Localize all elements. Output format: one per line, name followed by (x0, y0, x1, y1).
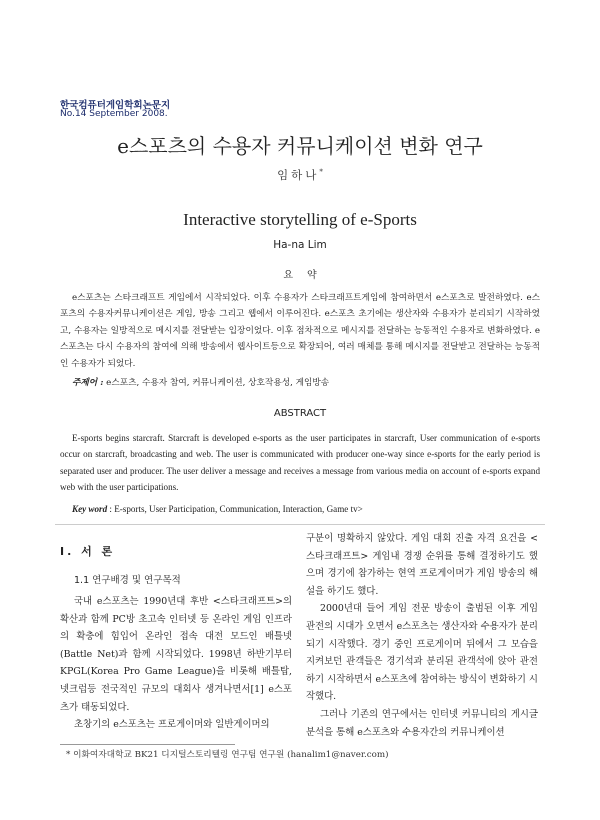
korean-keywords-label: 주제어 : (72, 378, 104, 388)
left-paragraph-2: 초창기의 e스포츠는 프로게이머와 일반게이머의 (74, 719, 270, 731)
english-keywords-label: Key word (72, 504, 108, 514)
english-author: Ha-na Lim (273, 239, 327, 251)
author-name-text: 임하나 (277, 168, 320, 182)
author-name (0, 167, 600, 183)
english-keywords (72, 504, 363, 514)
korean-keywords (72, 376, 329, 388)
right-paragraph-1: 구분이 명확하지 않았다. 게임 대회 진출 자격 요건을 <스타크래프트> 게임내 경쟁 순위를 통해 결정하기도 했으며 경기에 참가하는 현역 프로게이머가 게임 방송의 해설을 하기도 했다. (306, 533, 538, 597)
paper-title: e스포츠의 수용자 커뮤니케이션 변화 연구 (117, 134, 483, 158)
english-abstract-heading: ABSTRACT (273, 408, 327, 419)
subsection-heading-background: 1.1 연구배경 및 연구목적 (74, 575, 181, 586)
english-abstract-text: E-sports begins starcraft. Starcraft is developed e-sports as the user participates in starcraft, User communication of e-sports occur on starcraft, broadcasting and web. The user is communicated with producer one-way since e-sports for the early period is separated user and producer. The user deliver a message and receives a message from various media on account of e-sports expand web with the user participations. (60, 433, 540, 493)
left-paragraph-1: 국내 e스포츠는 1990년대 후반 <스타크래프트>의 확산과 함께 PC방 초고속 인터넷 등 온라인 게임 인프라의 확충에 힘입어 온라인 접속 대전 모드인 배틀넷(Battle Net)과 함께 시작되었다. 1998년 하반기부터 KPGL(Korea Pro Game League)을 비롯해 배틀탑, 넷크럽등 전국적인 규모의 대회사 생겨나면서[1] e스포츠가 태동되었다. (60, 596, 292, 713)
footnote-divider (60, 744, 235, 745)
author-footnote: * 이화여자대학교 BK21 디지털스토리텔링 연구팀 연구원 (hanalim1@naver.com) (66, 750, 389, 760)
korean-abstract-text: e스포츠는 스타크래프트 게임에서 시작되었다. 이후 수용자가 스타크래프트게임에 참여하면서 e스포츠로 발전하였다. e스포츠의 수용자커뮤니케이션은 게임, 방송 그리고 웹에서 이루어진다. e스포츠 초기에는 생산자와 수용자가 분리되기 시작하였고, 수용자는 일방적으로 메시지를 전달받는 입장이었다. 이후 점차적으로 메시지를 전달하는 능동적인 수용자로 변화하였다. e스포츠는 다시 수용자의 참여에 의해 방송에서 웹사이트등으로 확장되어, 여러 매체를 통해 메시지를 전달받고 전달하는 능동적인 수용자가 되었다. (60, 293, 540, 369)
section-divider (55, 524, 545, 525)
section-heading-introduction: Ⅰ. 서 론 (60, 545, 116, 558)
right-paragraph-2: 2000년대 들어 게임 전문 방송이 출범된 이후 게임 관전의 시대가 오면서 e스포츠는 생산자와 수용자가 분리되기 시작했다. 경기 중인 프로게이머 뒤에서 그 모습을 지켜보던 관객들은 경기석과 분리된 관객석에 앉아 관전하기 시작하면서 e스포츠에 참여하는 방식이 변화하기 시작했다. (306, 603, 538, 703)
korean-abstract-heading: 요약 (283, 270, 331, 281)
english-title: Interactive storytelling of e-Sports (183, 210, 417, 229)
english-keywords-text: : E-sports, User Participation, Communication, Interaction, Game tv> (107, 504, 363, 514)
right-column (306, 530, 538, 741)
journal-issue: No.14 September 2008. (60, 109, 168, 119)
journal-name: 한국컴퓨터게임학회논문지 (60, 100, 171, 111)
korean-keywords-text: e스포츠, 수용자 참여, 커뮤니케이션, 상호작용성, 게임방송 (103, 378, 330, 388)
left-column (60, 593, 292, 734)
author-footnote-mark: * (319, 168, 323, 177)
right-paragraph-3: 그러나 기존의 연구에서는 인터넷 커뮤니티의 게시글 분석을 통해 e스포츠와 수용자간의 커뮤니케이션 (306, 708, 538, 738)
